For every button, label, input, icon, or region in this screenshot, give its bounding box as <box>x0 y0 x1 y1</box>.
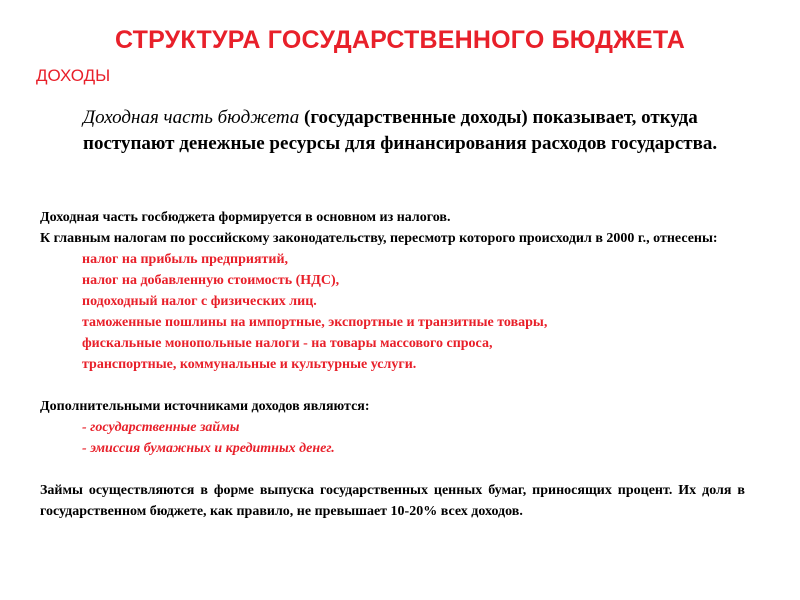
intro-paragraph <box>83 105 758 157</box>
page-title: СТРУКТУРА ГОСУДАРСТВЕННОГО БЮДЖЕТА <box>115 26 685 54</box>
tax-item: фискальные монопольные налоги - на товары массового спроса, <box>82 336 493 351</box>
spacer <box>40 459 745 480</box>
intro-text: (государственные доходы) показывает, откуда поступают денежные ресурсы для финансирования расходов государства. <box>83 107 718 154</box>
tax-item: таможенные пошлины на импортные, экспортные и транзитные товары, <box>82 315 548 330</box>
paragraph-main-taxes: К главным налогам по российскому законодательству, пересмотр которого происходил в 2000 г., отнесены: <box>40 231 718 246</box>
tax-item: налог на прибыль предприятий, <box>82 252 289 267</box>
tax-item: налог на добавленную стоимость (НДС), <box>82 273 340 288</box>
body-text <box>40 207 745 522</box>
spacer <box>40 375 745 396</box>
tax-item: подоходный налог с физических лиц. <box>82 294 317 309</box>
intro-term: Доходная часть бюджета <box>83 107 300 128</box>
paragraph-loans: Займы осуществляются в форме выпуска государственных ценных бумаг, приносящих процент. Их доля в государственном бюджете, как правило, не превышает 10-20% всех доходов. <box>40 483 745 519</box>
section-subtitle: ДОХОДЫ <box>36 66 111 85</box>
source-item: - эмиссия бумажных и кредитных денег. <box>82 441 335 456</box>
paragraph-revenue-base: Доходная часть госбюджета формируется в основном из налогов. <box>40 210 451 225</box>
source-item: - государственные займы <box>82 420 240 435</box>
paragraph-additional-sources: Дополнительными источниками доходов являются: <box>40 399 370 414</box>
tax-item: транспортные, коммунальные и культурные услуги. <box>82 357 417 372</box>
